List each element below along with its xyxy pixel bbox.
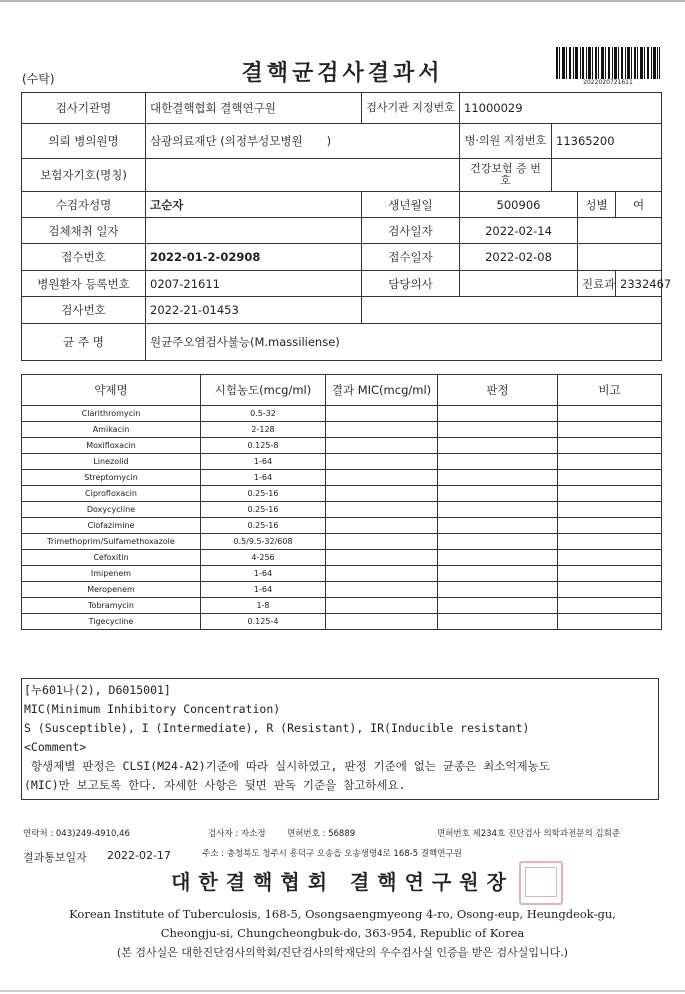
- drug-range: 0.5/9.5-32/608: [201, 534, 326, 550]
- lab-name-value: 대한결핵협회 결핵연구원: [146, 93, 362, 124]
- result-cell: [326, 454, 438, 470]
- drug-name: Cefoxitin: [22, 550, 201, 566]
- table-row: [22, 582, 662, 598]
- result-cell: [326, 614, 438, 630]
- header-result-mic: 결과 MIC(mcg/ml): [326, 375, 438, 406]
- remarks-cell: [558, 470, 662, 486]
- insurance-number-label: 건강보험 증 번 호: [460, 159, 552, 192]
- contact-info: 연락처 : 043)249-4910,46: [23, 829, 130, 839]
- insurance-number-value: [552, 159, 662, 192]
- table-row: [22, 566, 662, 582]
- remarks-cell: [558, 550, 662, 566]
- drug-name: Linezolid: [22, 454, 201, 470]
- test-date-blank: [578, 218, 662, 244]
- result-cell: [326, 566, 438, 582]
- remarks-cell: [558, 582, 662, 598]
- table-row: [22, 518, 662, 534]
- remarks-cell: [558, 534, 662, 550]
- remarks-cell: [558, 422, 662, 438]
- drug-range: 0.125-8: [201, 438, 326, 454]
- sex-label: 성별: [578, 192, 616, 218]
- collection-date-value: [146, 218, 362, 244]
- table-row: [22, 470, 662, 486]
- lab-name-label: 검사기관명: [22, 93, 146, 124]
- english-address-line2: Cheongju-si, Chungcheongbuk-do, 363-954, Republic of Korea: [160, 926, 525, 940]
- table-row: [22, 534, 662, 550]
- tester-license: 면허번호 : 56889: [287, 829, 356, 839]
- drug-name: Tigecycline: [22, 614, 201, 630]
- table-row: [22, 502, 662, 518]
- remarks-cell: [558, 406, 662, 422]
- header-test-concentration: 시험농도(mcg/ml): [201, 375, 326, 406]
- lab-code-label: 검사기관 지정번호: [362, 93, 460, 124]
- drug-range: 1-64: [201, 566, 326, 582]
- interpretation-cell: [438, 598, 558, 614]
- interpretation-cell: [438, 470, 558, 486]
- patient-name-label: 수검자성명: [22, 192, 146, 218]
- result-cell: [326, 406, 438, 422]
- drug-name: Tobramycin: [22, 598, 201, 614]
- official-seal-icon: [519, 861, 563, 905]
- interpretation-cell: [438, 502, 558, 518]
- receipt-type: (수탁): [22, 72, 55, 86]
- note-interpretation-legend: S (Susceptible), I (Intermediate), R (Resistant), IR(Inducible resistant): [24, 721, 530, 735]
- registration-number-label: 병원환자 등록번호: [22, 271, 146, 297]
- result-cell: [326, 470, 438, 486]
- result-cell: [326, 550, 438, 566]
- sex-value: 여: [616, 192, 662, 218]
- drug-range: 1-64: [201, 454, 326, 470]
- drug-range: 1-64: [201, 470, 326, 486]
- hospital-code-label: 병·의원 지정번호: [460, 124, 552, 159]
- lab-code-value: 11000029: [460, 93, 662, 124]
- hospital-name-label: 의뢰 병의원명: [22, 124, 146, 159]
- interpretation-cell: [438, 582, 558, 598]
- report-date-label: 결과통보일자: [23, 851, 87, 864]
- result-cell: [326, 486, 438, 502]
- test-date-label: 검사일자: [362, 218, 460, 244]
- table-row: [22, 422, 662, 438]
- report-date-value: 2022-02-17: [107, 849, 171, 862]
- test-number-blank: [362, 297, 662, 324]
- result-cell: [326, 534, 438, 550]
- registration-number-value: 0207-21611: [146, 271, 362, 297]
- remarks-cell: [558, 598, 662, 614]
- remarks-cell: [558, 566, 662, 582]
- insured-value: [146, 159, 460, 192]
- drug-name: Imipenem: [22, 566, 201, 582]
- tester-name: 검사자 : 자소정: [208, 829, 266, 839]
- interpretation-cell: [438, 550, 558, 566]
- drug-range: 0.25-16: [201, 518, 326, 534]
- drug-name: Meropenem: [22, 582, 201, 598]
- interpretation-cell: [438, 518, 558, 534]
- patient-info-table: [21, 92, 672, 361]
- document-title: 결핵균검사결과서: [241, 61, 444, 86]
- remarks-cell: [558, 454, 662, 470]
- drug-range: 0.5-32: [201, 406, 326, 422]
- doctor-label: 담당의사: [362, 271, 460, 297]
- table-row: [22, 598, 662, 614]
- note-comment-line2: (MIC)만 보고토록 한다. 자세한 사항은 뒷면 판독 기준을 참고하세요.: [24, 778, 406, 792]
- interpretation-cell: [438, 614, 558, 630]
- remarks-cell: [558, 486, 662, 502]
- doctor-license: 면허번호 제234호 진단검사 의학과전문의 김희준: [437, 829, 621, 839]
- hospital-name-paren: ): [326, 134, 332, 148]
- collection-date-label: 검체채취 일자: [22, 218, 146, 244]
- barcode-number: 2022020721611: [583, 79, 633, 86]
- header-remarks: 비고: [558, 375, 662, 406]
- drug-range: 2-128: [201, 422, 326, 438]
- interpretation-cell: [438, 438, 558, 454]
- test-number-label: 검사번호: [22, 297, 146, 324]
- drug-range: 0.25-16: [201, 502, 326, 518]
- note-comment-line1: 항생제별 판정은 CLSI(M24-A2)기준에 따라 실시하였고, 판정 기준에 없는 균종은 최소억제농도: [24, 759, 550, 773]
- hospital-code-value: 11365200: [552, 124, 662, 159]
- table-row: [22, 486, 662, 502]
- result-cell: [326, 438, 438, 454]
- drug-range: 1-64: [201, 582, 326, 598]
- insured-label: 보험자기호(명칭): [22, 159, 146, 192]
- organism-value: 원균주오염검사불능(M.massiliense): [146, 324, 662, 361]
- drug-range: 1-8: [201, 598, 326, 614]
- drug-name: Moxifloxacin: [22, 438, 201, 454]
- patient-name-value: 고순자: [146, 192, 362, 218]
- receipt-number-value: 2022-01-2-02908: [146, 244, 362, 271]
- receipt-number-label: 접수번호: [22, 244, 146, 271]
- hospital-name-cell: [146, 124, 460, 159]
- note-mic-definition: MIC(Minimum Inhibitory Concentration): [24, 702, 281, 716]
- table-row: [22, 454, 662, 470]
- drug-susceptibility-table: [21, 374, 662, 630]
- remarks-cell: [558, 438, 662, 454]
- result-cell: [326, 582, 438, 598]
- drug-name: Doxycycline: [22, 502, 201, 518]
- table-row: [22, 614, 662, 630]
- top-edge-line: [0, 0, 685, 2]
- receipt-date-value: 2022-02-08: [460, 244, 578, 271]
- bottom-edge-line: [0, 990, 685, 992]
- interpretation-cell: [438, 534, 558, 550]
- department-value: 2332467: [616, 271, 662, 297]
- address-korean: 주소 : 충청북도 청주시 흥덕구 오송읍 오송생명4로 168-5 결핵연구원: [202, 849, 462, 859]
- drug-range: 0.25-16: [201, 486, 326, 502]
- result-cell: [326, 518, 438, 534]
- result-cell: [326, 502, 438, 518]
- table-row: [22, 406, 662, 422]
- notes-box: [21, 678, 659, 800]
- note-comment-header: <Comment>: [24, 740, 87, 754]
- drug-name: Clarithromycin: [22, 406, 201, 422]
- result-cell: [326, 598, 438, 614]
- english-address-line1: Korean Institute of Tuberculosis, 168-5, Osongsaengmyeong 4-ro, Osong-eup, Heungdeok-gu,: [69, 907, 616, 921]
- organization-name: 대한결핵협회 결핵연구원장: [171, 870, 514, 894]
- table-row: [22, 438, 662, 454]
- interpretation-cell: [438, 566, 558, 582]
- birth-date-value: 500906: [460, 192, 578, 218]
- barcode-icon: [556, 47, 660, 79]
- test-number-value: 2022-21-01453: [146, 297, 362, 324]
- remarks-cell: [558, 502, 662, 518]
- birth-date-label: 생년월일: [362, 192, 460, 218]
- header-drug: 약제명: [22, 375, 201, 406]
- table-row: [22, 550, 662, 566]
- remarks-cell: [558, 614, 662, 630]
- test-date-value: 2022-02-14: [460, 218, 578, 244]
- interpretation-cell: [438, 422, 558, 438]
- drug-name: Clofazimine: [22, 518, 201, 534]
- drug-name: Amikacin: [22, 422, 201, 438]
- result-cell: [326, 422, 438, 438]
- doctor-value: [460, 271, 578, 297]
- certification-statement: (본 검사실은 대한진단검사의학회/진단검사의학재단의 우수검사실 인증을 받은 검사실입니다.): [116, 946, 569, 959]
- remarks-cell: [558, 518, 662, 534]
- drug-name: Streptomycin: [22, 470, 201, 486]
- organism-label: 균 주 명: [22, 324, 146, 361]
- receipt-date-label: 접수일자: [362, 244, 460, 271]
- department-label: 진료과: [578, 271, 616, 297]
- drug-name: Ciprofloxacin: [22, 486, 201, 502]
- drug-name: Trimethoprim/Sulfamethoxazole: [22, 534, 201, 550]
- hospital-name-value: 삼광의료재단 (의정부성모병원: [150, 134, 303, 148]
- header-interpretation: 판정: [438, 375, 558, 406]
- drug-range: 4-256: [201, 550, 326, 566]
- interpretation-cell: [438, 486, 558, 502]
- interpretation-cell: [438, 454, 558, 470]
- interpretation-cell: [438, 406, 558, 422]
- receipt-date-blank: [578, 244, 662, 271]
- note-code: [누601나(2), D6015001]: [24, 683, 171, 697]
- drug-range: 0.125-4: [201, 614, 326, 630]
